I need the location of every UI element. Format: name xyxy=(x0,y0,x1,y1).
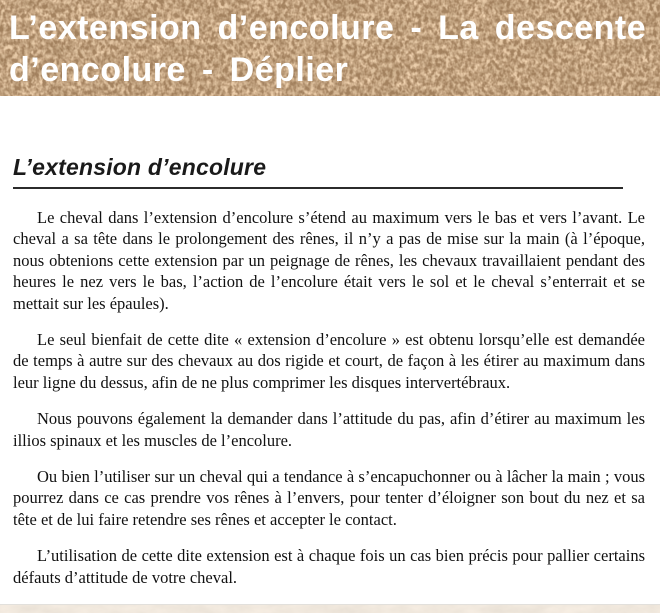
section-heading: L’extension d’encolure xyxy=(13,154,267,180)
body-paragraph-3: Nous pouvons également la demander dans l’attitude du pas, afin d’étirer au maximum les illios spinaux et les muscles de l’encolure. xyxy=(13,409,645,450)
body-paragraph-5: L’utilisation de cette dite extension est à chaque fois un cas bien précis pour pallier certains défauts d’attitude de votre cheval. xyxy=(13,546,645,587)
banner-title xyxy=(9,7,646,91)
faint-texture xyxy=(0,605,660,613)
banner-title-line-1: L’extension d’encolure - La descente xyxy=(9,9,647,47)
body-paragraph-2: Le seul bienfait de cette dite « extension d’encolure » est obtenu lorsqu’elle est demandée de temps à autre sur des chevaux au dos rigide et court, de façon à les étirer au maximum dans leur ligne du dessus, afin de ne plus comprimer les disques intervertébraux. xyxy=(13,330,645,392)
chapter-banner xyxy=(0,0,660,96)
page-body xyxy=(0,96,660,588)
next-band-edge xyxy=(0,604,660,613)
banner-title-line-2: d’encolure - Déplier xyxy=(9,51,349,89)
heading-rule xyxy=(13,187,623,189)
body-paragraph-4: Ou bien l’utiliser sur un cheval qui a tendance à s’encapuchonner ou à lâcher la main ; vous pourrez dans ce cas prendre vos rênes à l’envers, pour tenter d’éloigner son bout du nez et sa tête et de lui faire retendre ses rênes et accepter le contact. xyxy=(13,467,645,529)
body-paragraph-1: Le cheval dans l’extension d’encolure s’étend au maximum vers le bas et vers l’avant. Le cheval a sa tête dans le prolongement des rênes, il n’y a pas de mise sur la main (à l’époque, nous obtenions cette extension par un peignage de rênes, les chevaux travaillaient pendant des heures le nez vers le bas, l’action de l’encolure était vers le sol et le cheval s’enterrait et se mettait sur les épaules). xyxy=(13,208,645,313)
